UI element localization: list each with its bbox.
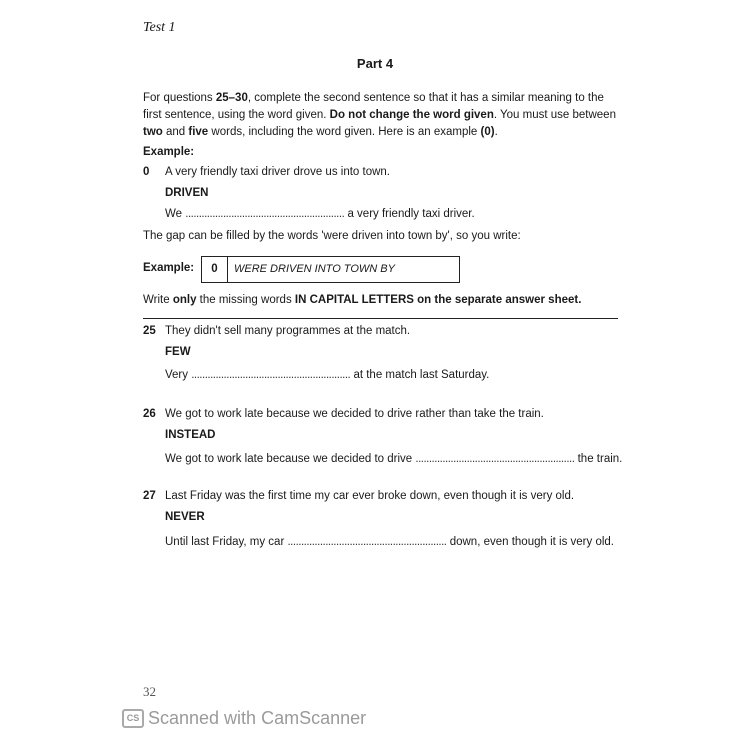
part-title: Part 4 bbox=[356, 56, 394, 71]
page-number: 32 bbox=[143, 684, 156, 699]
question-number: 25 bbox=[143, 325, 156, 337]
instructions: For questions 25–30, complete the second sentence so that it has a similar meaning to the first sentence, using the word given. Do not change the word given. You must use between two and five words, including the word given. Here is an example (0). bbox=[143, 92, 616, 138]
write-note: Write only the missing words IN CAPITAL LETTERS on the separate answer sheet. bbox=[143, 294, 582, 306]
example-number: 0 bbox=[143, 166, 150, 178]
question-gap-sentence: Very ........................................................... at the match last Saturday. bbox=[165, 369, 490, 381]
example-gap-sentence: We ........................................................... a very friendly taxi driver. bbox=[165, 208, 475, 220]
example-heading: Example: bbox=[143, 146, 195, 158]
example-sentence: A very friendly taxi driver drove us into town. bbox=[165, 166, 390, 178]
question-sentence: They didn't sell many programmes at the match. bbox=[165, 325, 411, 337]
example-answer-box bbox=[201, 256, 460, 283]
watermark-text: Scanned with CamScanner bbox=[148, 708, 367, 728]
watermark bbox=[122, 708, 366, 729]
question-gap-sentence: We got to work late because we decided to drive ........................................................... the train. bbox=[165, 453, 623, 465]
camscanner-icon: CS bbox=[122, 709, 144, 728]
divider bbox=[143, 318, 618, 319]
question-gap-sentence: Until last Friday, my car ........................................................... down, even though it is very old. bbox=[165, 536, 614, 548]
example-key-word: DRIVEN bbox=[165, 187, 209, 199]
question-number: 27 bbox=[143, 490, 156, 502]
example-explanation: The gap can be filled by the words 'were driven into town by', so you write: bbox=[143, 230, 521, 242]
question-key-word: INSTEAD bbox=[165, 429, 216, 441]
example-box-answer: WERE DRIVEN INTO TOWN BY bbox=[234, 263, 395, 275]
question-key-word: FEW bbox=[165, 346, 191, 358]
example-box-number: 0 bbox=[202, 257, 228, 282]
example-box-label: Example: bbox=[143, 262, 195, 274]
question-sentence: Last Friday was the first time my car ever broke down, even though it is very old. bbox=[165, 490, 575, 502]
question-key-word: NEVER bbox=[165, 511, 205, 523]
question-sentence: We got to work late because we decided to drive rather than take the train. bbox=[165, 408, 544, 420]
running-title: Test 1 bbox=[143, 20, 176, 35]
question-number: 26 bbox=[143, 408, 156, 420]
